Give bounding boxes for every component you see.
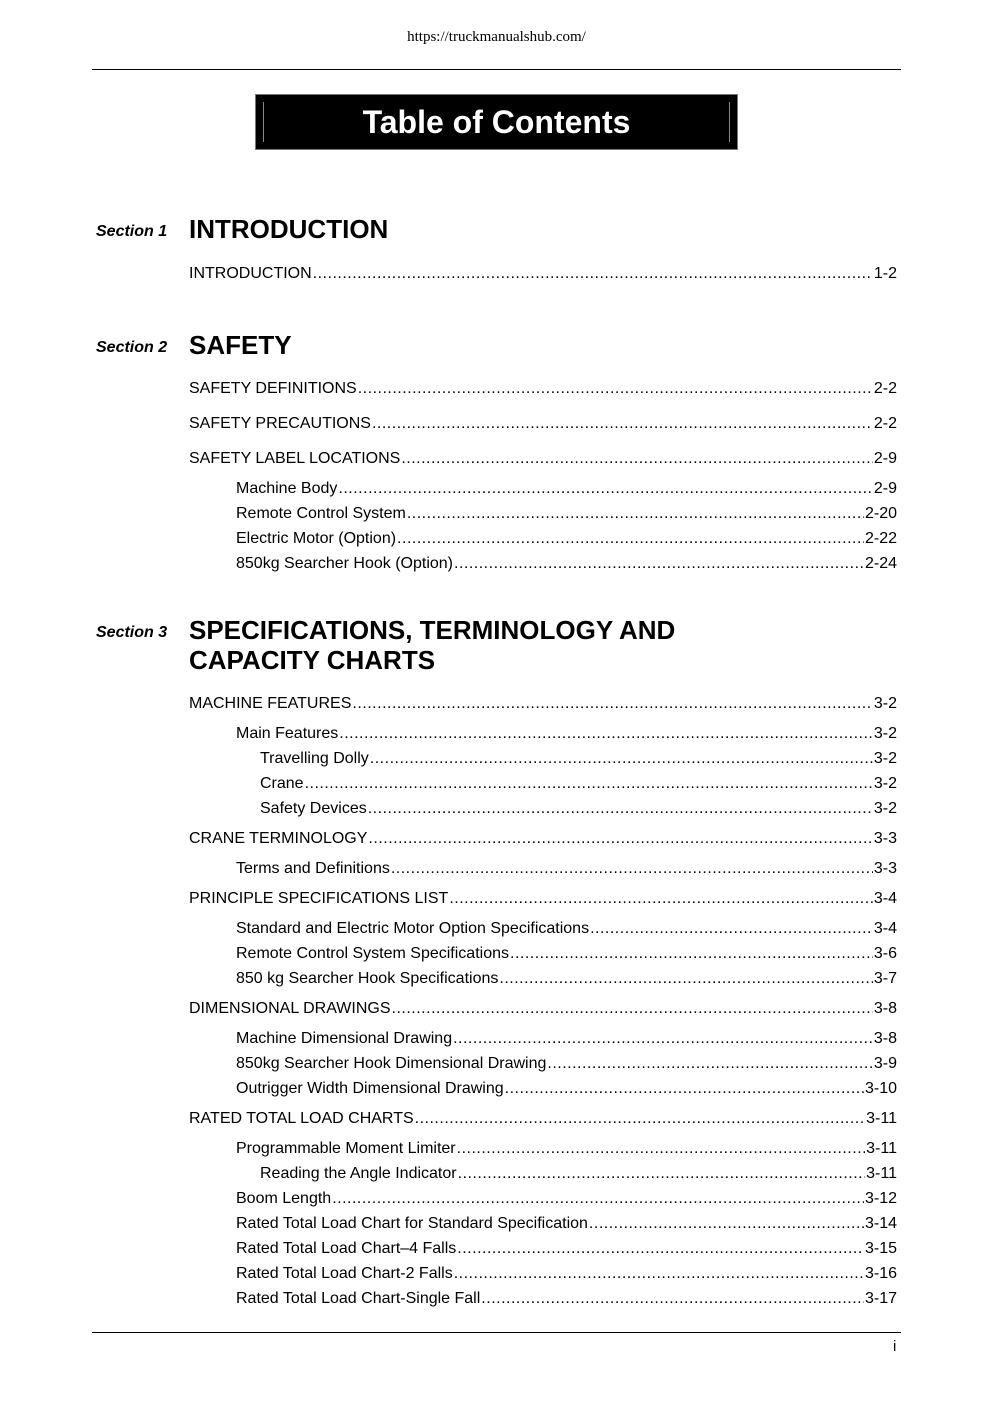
- toc-entry-text: SAFETY LABEL LOCATIONS: [189, 450, 401, 467]
- toc-leader: [332, 1189, 864, 1209]
- toc-page: 3-8: [873, 1030, 897, 1047]
- toc-leader: [372, 414, 873, 434]
- toc-entry-text: Rated Total Load Chart for Standard Specification: [236, 1215, 588, 1232]
- toc-entry-text: Standard and Electric Motor Option Specifications: [236, 920, 590, 937]
- toc-entry-text: INTRODUCTION: [189, 265, 312, 282]
- toc-leader: [457, 1139, 866, 1159]
- toc-leader: [313, 264, 873, 284]
- toc-entry-text: Remote Control System: [236, 505, 406, 522]
- toc-leader: [453, 1029, 873, 1049]
- toc-page: 3-2: [873, 695, 897, 712]
- toc-entry-text: PRINCIPLE SPECIFICATIONS LIST: [189, 890, 449, 907]
- toc-entry-text: RATED TOTAL LOAD CHARTS: [189, 1110, 414, 1127]
- toc-leader: [499, 969, 873, 989]
- toc-entry-text: CRANE TERMINOLOGY: [189, 830, 368, 847]
- toc-leader: [510, 944, 873, 964]
- toc-entry-outrigger-width-drawing[interactable]: [236, 1079, 897, 1099]
- toc-entry-text: MACHINE FEATURES: [189, 695, 352, 712]
- toc-leader: [454, 554, 864, 574]
- toc-leader: [589, 1214, 864, 1234]
- toc-entry-introduction[interactable]: [189, 264, 897, 284]
- toc-page: 2-2: [873, 415, 897, 432]
- toc-page: 2-20: [864, 505, 897, 522]
- toc-page: 3-11: [866, 1140, 897, 1157]
- section-2-title: SAFETY: [189, 330, 292, 360]
- toc-entry-safety-definitions[interactable]: [189, 379, 897, 399]
- footer-rule: [92, 1332, 901, 1333]
- toc-leader: [338, 479, 872, 499]
- toc-leader: [401, 449, 873, 469]
- toc-leader: [339, 724, 873, 744]
- toc-entry-safety-label-locations[interactable]: [189, 449, 897, 469]
- toc-entry-text: Electric Motor (Option): [236, 530, 397, 547]
- section-1-title: INTRODUCTION: [189, 214, 389, 244]
- toc-entry-safety-devices[interactable]: [260, 799, 897, 819]
- toc-entry-text: Boom Length: [236, 1190, 332, 1207]
- toc-leader: [547, 1054, 873, 1074]
- toc-entry-text: 850kg Searcher Hook (Option): [236, 555, 453, 572]
- toc-page: 3-2: [873, 800, 897, 817]
- toc-leader: [454, 1264, 864, 1284]
- section-3-label: Section 3: [96, 624, 168, 641]
- toc-entry-dimensional-drawings[interactable]: [189, 999, 897, 1019]
- toc-page: 3-6: [873, 945, 897, 962]
- toc-entry-text: Travelling Dolly: [260, 750, 369, 767]
- toc-leader: [368, 799, 873, 819]
- toc-page: 3-15: [864, 1240, 897, 1257]
- toc-entry-machine-features[interactable]: [189, 694, 897, 714]
- toc-entry-boom-length[interactable]: [236, 1189, 897, 1209]
- toc-page: 2-22: [864, 530, 897, 547]
- toc-leader: [458, 1164, 866, 1184]
- toc-page: 3-14: [864, 1215, 897, 1232]
- toc-leader: [590, 919, 873, 939]
- toc-leader: [368, 829, 872, 849]
- toc-entry-crane-terminology[interactable]: [189, 829, 897, 849]
- toc-entry-text: Crane: [260, 775, 304, 792]
- toc-entry-load-chart-standard[interactable]: [236, 1214, 897, 1234]
- toc-leader: [370, 749, 873, 769]
- toc-entry-text: Outrigger Width Dimensional Drawing: [236, 1080, 504, 1097]
- toc-entry-searcher-hook-specs[interactable]: [236, 969, 897, 989]
- toc-leader: [415, 1109, 866, 1129]
- toc-entry-text: Rated Total Load Chart-Single Fall: [236, 1290, 481, 1307]
- section-2-label: Section 2: [96, 339, 168, 356]
- toc-entry-angle-indicator[interactable]: [260, 1164, 897, 1184]
- toc-leader: [449, 889, 873, 909]
- toc-entry-text: SAFETY DEFINITIONS: [189, 380, 357, 397]
- toc-page: 3-16: [864, 1265, 897, 1282]
- toc-page: 3-7: [873, 970, 897, 987]
- toc-page: 3-17: [864, 1290, 897, 1307]
- toc-entry-text: DIMENSIONAL DRAWINGS: [189, 1000, 391, 1017]
- toc-entry-text: 850 kg Searcher Hook Specifications: [236, 970, 499, 987]
- toc-page: 3-3: [873, 860, 897, 877]
- toc-entry-text: 850kg Searcher Hook Dimensional Drawing: [236, 1055, 547, 1072]
- toc-entry-moment-limiter[interactable]: [236, 1139, 897, 1159]
- toc-entry-terms-and-definitions[interactable]: [236, 859, 897, 879]
- toc-entry-text: Safety Devices: [260, 800, 367, 817]
- toc-entry-searcher-hook-option[interactable]: [236, 554, 897, 574]
- toc-entry-text: Rated Total Load Chart-2 Falls: [236, 1265, 453, 1282]
- toc-page: 3-11: [866, 1165, 897, 1182]
- toc-page: 3-2: [873, 725, 897, 742]
- toc-page: 3-4: [873, 890, 897, 907]
- toc-page: 1-2: [873, 265, 897, 282]
- toc-entry-text: Reading the Angle Indicator: [260, 1165, 457, 1182]
- toc-leader: [305, 774, 873, 794]
- toc-leader: [457, 1239, 864, 1259]
- toc-entry-rated-total-load-charts[interactable]: [189, 1109, 897, 1129]
- toc-entry-text: Main Features: [236, 725, 339, 742]
- toc-entry-load-chart-single-fall[interactable]: [236, 1289, 897, 1309]
- toc-entry-remote-control-specs[interactable]: [236, 944, 897, 964]
- toc-page: 2-24: [864, 555, 897, 572]
- toc-leader: [352, 694, 872, 714]
- toc-leader: [407, 504, 864, 524]
- toc-entry-remote-control-system[interactable]: [236, 504, 897, 524]
- toc-leader: [505, 1079, 864, 1099]
- toc-entry-text: Remote Control System Specifications: [236, 945, 509, 962]
- toc-page: 2-2: [873, 380, 897, 397]
- toc-entry-text: Machine Body: [236, 480, 338, 497]
- toc-page: 3-8: [873, 1000, 897, 1017]
- title-banner: [255, 94, 738, 150]
- toc-page: 2-9: [873, 480, 897, 497]
- header-url: https://truckmanualshub.com/: [407, 29, 586, 45]
- toc-entry-text: Terms and Definitions: [236, 860, 390, 877]
- toc-entry-text: Machine Dimensional Drawing: [236, 1030, 453, 1047]
- toc-page: 3-10: [864, 1080, 897, 1097]
- toc-entry-main-features[interactable]: [236, 724, 897, 744]
- toc-page: 3-11: [866, 1110, 897, 1127]
- toc-entry-load-chart-4-falls[interactable]: [236, 1239, 897, 1259]
- toc-entry-load-chart-2-falls[interactable]: [236, 1264, 897, 1284]
- toc-entry-crane[interactable]: [260, 774, 897, 794]
- toc-entry-text: SAFETY PRECAUTIONS: [189, 415, 371, 432]
- toc-entry-searcher-hook-drawing[interactable]: [236, 1054, 897, 1074]
- page-title: Table of Contents: [362, 104, 631, 140]
- toc-entry-safety-precautions[interactable]: [189, 414, 897, 434]
- section-3-title-line1: SPECIFICATIONS, TERMINOLOGY AND: [189, 615, 676, 645]
- toc-entry-principle-specifications[interactable]: [189, 889, 897, 909]
- toc-entry-electric-motor[interactable]: [236, 529, 897, 549]
- toc-entry-standard-electric-specs[interactable]: [236, 919, 897, 939]
- header-rule: [92, 69, 901, 70]
- toc-page: 3-4: [873, 920, 897, 937]
- toc-entry-machine-dimensional-drawing[interactable]: [236, 1029, 897, 1049]
- toc-entry-text: Rated Total Load Chart–4 Falls: [236, 1240, 457, 1257]
- section-3-title-line2: CAPACITY CHARTS: [189, 645, 436, 675]
- toc-page: 3-2: [873, 750, 897, 767]
- toc-leader: [397, 529, 864, 549]
- toc-page: 3-12: [864, 1190, 897, 1207]
- toc-page: 3-3: [873, 830, 897, 847]
- toc-page: 3-9: [873, 1055, 897, 1072]
- toc-leader: [392, 999, 873, 1019]
- page-number: i: [893, 1338, 897, 1355]
- toc-entry-machine-body[interactable]: [236, 479, 897, 499]
- toc-page: 2-9: [873, 450, 897, 467]
- section-1-label: Section 1: [96, 223, 168, 240]
- toc-entry-travelling-dolly[interactable]: [260, 749, 897, 769]
- toc-leader: [481, 1289, 864, 1309]
- toc-leader: [391, 859, 873, 879]
- toc-page: 3-2: [873, 775, 897, 792]
- toc-entry-text: Programmable Moment Limiter: [236, 1140, 456, 1157]
- toc-leader: [358, 379, 873, 399]
